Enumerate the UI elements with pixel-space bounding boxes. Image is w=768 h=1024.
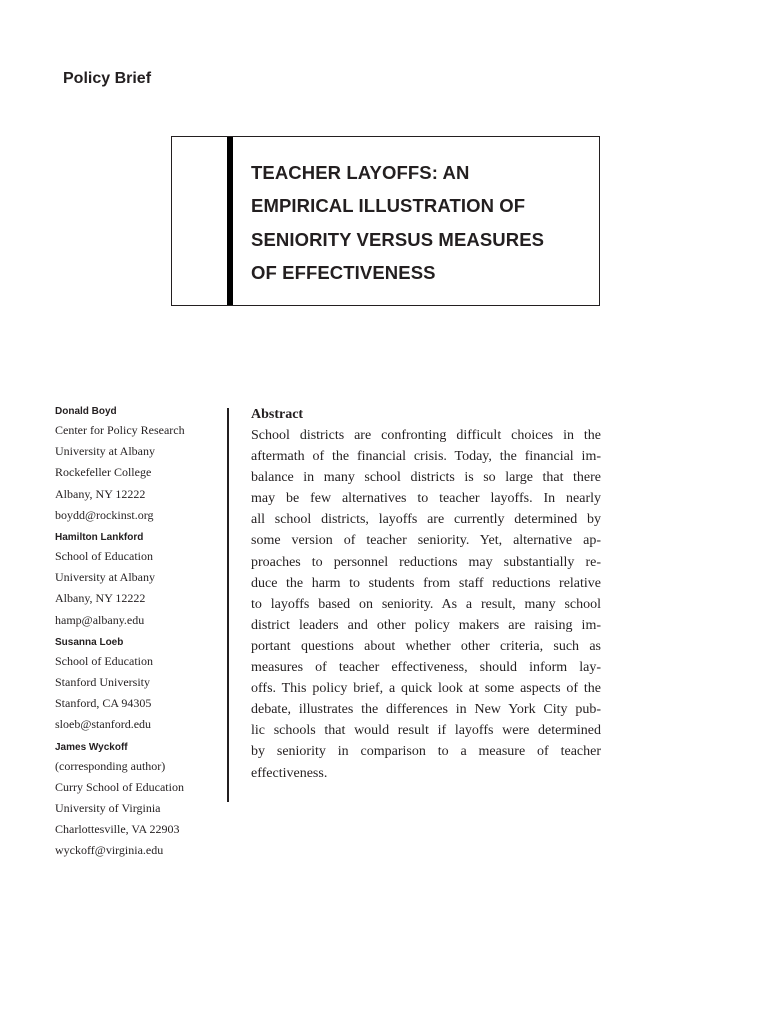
author-affiliation: University at Albany [55, 444, 155, 459]
author-affiliation: Curry School of Education [55, 779, 184, 794]
article-title [251, 156, 586, 289]
author-address: Albany, NY 12222 [55, 486, 146, 501]
column-divider [227, 408, 229, 802]
abstract-line: balance in many school districts is so large that there [251, 470, 601, 486]
author-name: Donald Boyd [55, 406, 117, 417]
abstract [251, 405, 601, 784]
title-line: EMPIRICAL ILLUSTRATION OF [251, 195, 526, 217]
title-line: SENIORITY VERSUS MEASURES [251, 228, 545, 250]
author-address: Albany, NY 12222 [55, 591, 146, 606]
author-note: (corresponding author) [55, 758, 166, 773]
author-affiliation: Stanford University [55, 675, 150, 690]
author-list [55, 403, 220, 862]
author-affiliation: University of Virginia [55, 801, 161, 816]
abstract-line: portant questions about whether other criteria, such as [251, 638, 601, 654]
title-line: OF EFFECTIVENESS [251, 261, 436, 283]
abstract-line: offs. This policy brief, a quick look at some aspects of the [251, 681, 601, 697]
author-email: wyckoff@virginia.edu [55, 843, 164, 858]
author-affiliation: School of Education [55, 549, 153, 564]
abstract-line: measures of teacher effectiveness, should inform lay- [251, 660, 601, 676]
abstract-line: debate, illustrates the differences in New York City pub- [251, 702, 601, 718]
author-block [55, 403, 220, 526]
title-accent-bar [227, 137, 233, 305]
author-name: James Wyckoff [55, 741, 128, 753]
abstract-line: proaches to personnel reductions may substantially re- [251, 554, 601, 570]
abstract-line: all school districts, layoffs are currently determined by [251, 512, 601, 528]
abstract-heading: Abstract [251, 407, 304, 422]
abstract-line: lic schools that would result if layoffs were determined [251, 723, 601, 739]
author-name: Hamilton Lankford [55, 532, 144, 544]
title-line: TEACHER LAYOFFS: AN [251, 162, 470, 183]
author-affiliation: University at Albany [55, 570, 155, 585]
title-box [171, 136, 600, 306]
abstract-line: aftermath of the financial crisis. Today, the financial im- [251, 449, 601, 465]
author-affiliation: Rockefeller College [55, 465, 152, 480]
abstract-line: effectiveness. [251, 765, 328, 781]
author-email: hamp@albany.edu [55, 612, 145, 627]
author-address: Stanford, CA 94305 [55, 696, 152, 711]
author-address: Charlottesville, VA 22903 [55, 822, 180, 837]
author-affiliation: Center for Policy Research [55, 423, 185, 437]
section-label: Policy Brief [63, 70, 152, 87]
abstract-line: School districts are confronting difficult choices in the [251, 428, 601, 443]
abstract-line: duce the harm to students from staff reductions relative [251, 575, 601, 591]
author-block [55, 529, 220, 631]
author-block [55, 634, 220, 736]
abstract-line: may be few alternatives to teacher layoffs. In nearly [251, 491, 601, 507]
author-name: Susanna Loeb [55, 636, 124, 648]
author-email: sloeb@stanford.edu [55, 717, 152, 732]
abstract-line: district leaders and other policy makers are raising im- [251, 617, 601, 633]
abstract-line: to layoffs based on seniority. As a result, many school [251, 596, 601, 612]
author-affiliation: School of Education [55, 653, 153, 668]
author-email: boydd@rockinst.org [55, 507, 154, 522]
author-block [55, 739, 220, 862]
abstract-line: some version of teacher seniority. Yet, alternative ap- [251, 533, 601, 549]
abstract-line: by seniority in comparison to a measure of teacher [251, 744, 601, 760]
